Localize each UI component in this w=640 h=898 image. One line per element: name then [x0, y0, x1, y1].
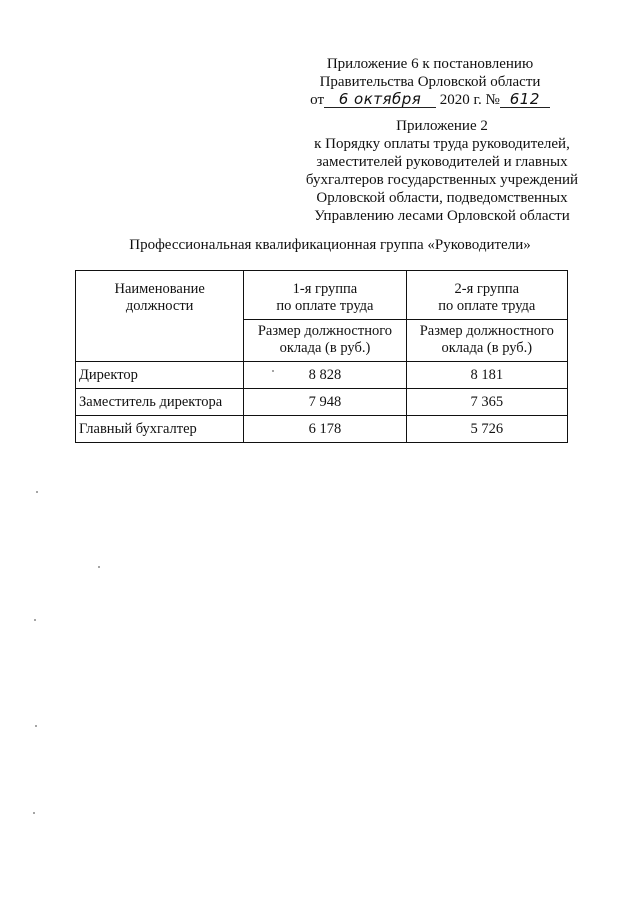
row-salary-group-1: 8 828: [244, 362, 406, 389]
header-group-1: [244, 271, 406, 320]
subheader-salary-1-line-1: Размер должностного: [257, 323, 393, 339]
scan-speck: [272, 370, 274, 372]
date-prefix: от: [310, 92, 325, 108]
subheader-salary-1-line-2: оклада (в руб.): [279, 340, 371, 356]
row-salary-group-1: 6 178: [244, 416, 406, 443]
row-salary-group-2: 7 365: [406, 389, 567, 416]
row-salary-group-2: 8 181: [406, 362, 567, 389]
subheader-salary-2-line-2: оклада (в руб.): [441, 340, 533, 356]
scan-speck: [35, 725, 37, 727]
header-line-2: Правительства Орловской области: [319, 74, 541, 90]
annex-header: [300, 117, 584, 225]
table-row: [76, 389, 568, 416]
scan-speck: [36, 491, 38, 493]
scan-speck: [98, 566, 100, 568]
handwritten-number: 612: [500, 92, 550, 108]
header-position-name: [76, 271, 244, 362]
annex-line-1: Приложение 2: [396, 118, 488, 134]
header-group-2: [406, 271, 567, 320]
table-row: [76, 362, 568, 389]
header-group-2-line-2: по оплате труда: [438, 298, 536, 314]
scan-speck: [33, 812, 35, 814]
row-position: Директор: [76, 362, 244, 389]
header-line-1: Приложение 6 к постановлению: [326, 56, 534, 72]
handwritten-date: 6 октября: [324, 92, 436, 108]
table-header-row: [76, 271, 568, 320]
header-group-1-line-2: по оплате труда: [276, 298, 374, 314]
header-group-1-line-1: 1-я группа: [292, 281, 358, 297]
table-row: [76, 416, 568, 443]
date-year: 2020 г. №: [439, 92, 500, 108]
annex-line-4: бухгалтеров государственных учреждений: [305, 172, 579, 188]
subheader-salary-2-line-1: Размер должностного: [419, 323, 554, 339]
group-title: Профессиональная квалификационная группа «Руководители»: [129, 237, 531, 253]
header-group-2-line-1: 2-я группа: [454, 281, 520, 297]
header-date-line: [290, 91, 570, 109]
annex-line-3: заместителей руководителей и главных: [316, 154, 568, 170]
row-salary-group-1: 7 948: [244, 389, 406, 416]
header-position-line-2: должности: [125, 298, 194, 314]
annex-line-2: к Порядку оплаты труда руководителей,: [314, 136, 570, 152]
resolution-header: [290, 55, 570, 109]
subheader-salary-2: [406, 320, 567, 362]
annex-line-5: Орловской области, подведомственных: [316, 190, 568, 206]
row-salary-group-2: 5 726: [406, 416, 567, 443]
salary-table: [75, 270, 568, 443]
header-position-line-1: Наименование: [114, 281, 205, 297]
annex-line-6: Управлению лесами Орловской области: [314, 208, 570, 224]
row-position: Заместитель директора: [76, 389, 244, 416]
scan-speck: [34, 619, 36, 621]
row-position: Главный бухгалтер: [76, 416, 244, 443]
subheader-salary-1: [244, 320, 406, 362]
